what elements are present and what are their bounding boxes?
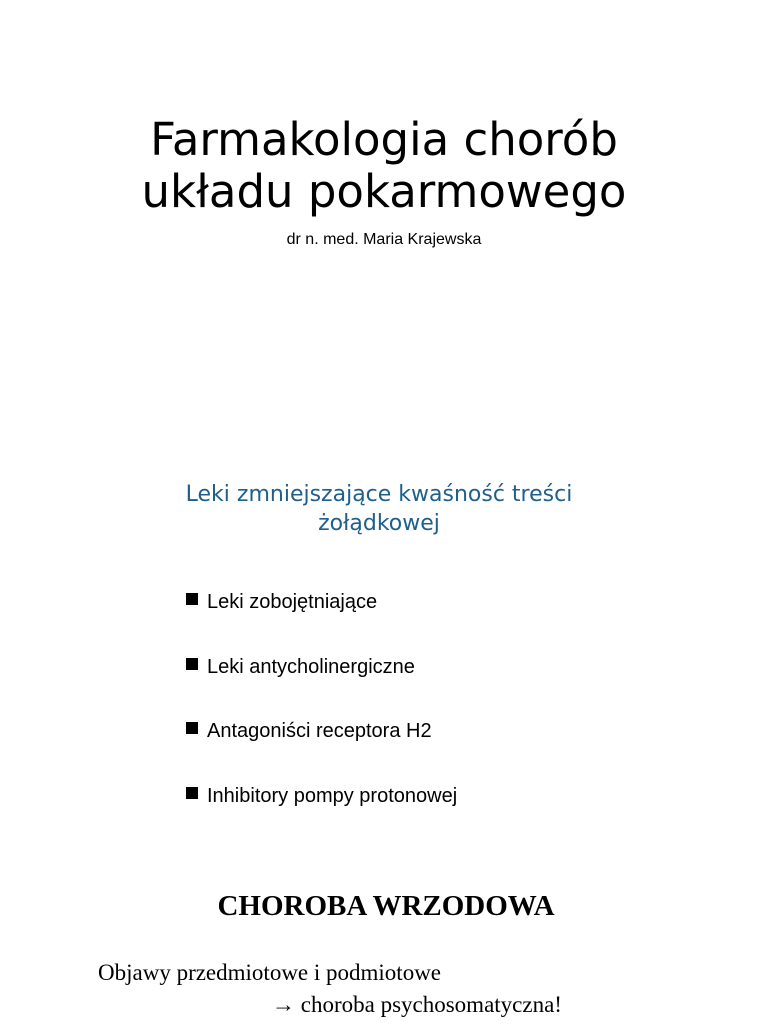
square-bullet-icon: [186, 787, 198, 799]
list-item: [186, 719, 457, 784]
square-bullet-icon: [186, 722, 198, 734]
list-item: [186, 784, 457, 849]
list-item: [186, 590, 457, 655]
list-item-label: Inhibitory pompy protonowej: [207, 784, 458, 807]
symptoms-line: Objawy przedmiotowe i podmiotowe: [98, 960, 442, 985]
square-bullet-icon: [186, 658, 198, 670]
main-title: [0, 114, 768, 218]
ulcer-heading: CHOROBA WRZODOWA: [217, 890, 555, 922]
psychosomatic-line: → choroba psychosomatyczna!: [272, 992, 562, 1017]
list-item-label: Leki antycholinergiczne: [207, 655, 415, 678]
list-item-label: Leki zobojętniające: [207, 591, 378, 613]
list-item-label: Antagoniści receptora H2: [207, 720, 432, 742]
square-bullet-icon: [186, 593, 198, 605]
author-name: dr n. med. Maria Krajewska: [286, 231, 482, 248]
drug-class-list: [186, 590, 457, 848]
section-heading-line-1: Leki zmniejszające kwaśność treści: [185, 482, 573, 507]
list-item: [186, 655, 457, 720]
main-title-line-2: układu pokarmowego: [141, 165, 627, 218]
section-heading: [0, 480, 758, 538]
section-heading-line-2: żołądkowej: [318, 511, 440, 536]
main-title-line-1: Farmakologia chorób: [150, 113, 618, 166]
